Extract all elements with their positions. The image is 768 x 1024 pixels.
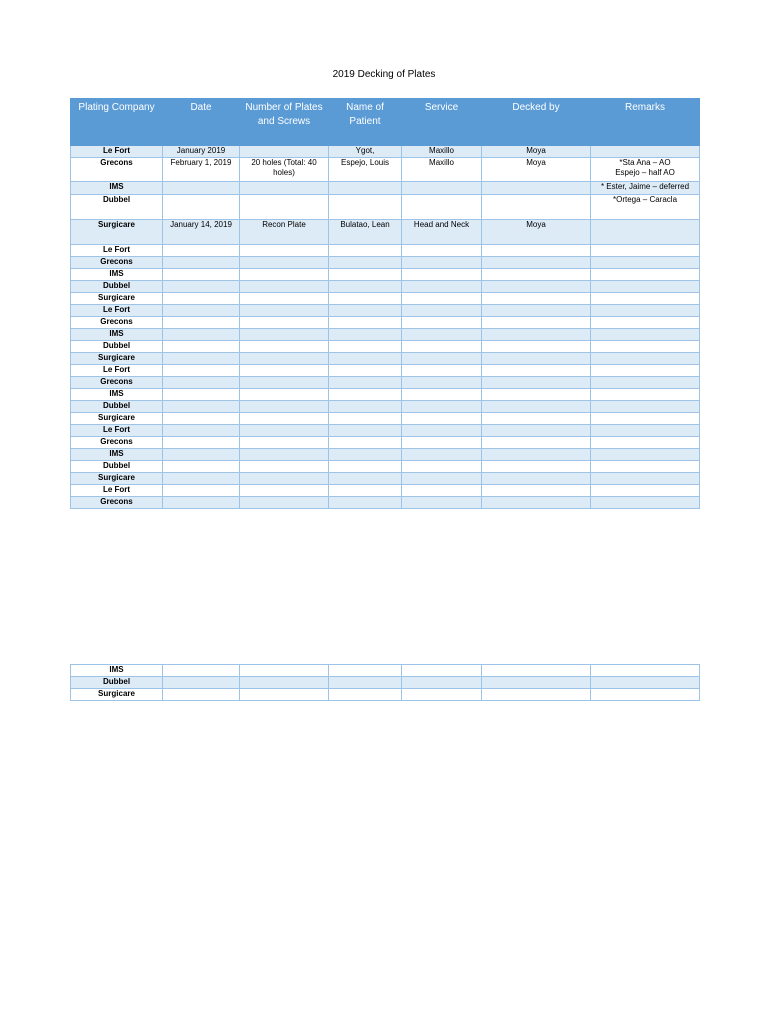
empty-cell bbox=[402, 401, 482, 413]
empty-cell bbox=[329, 413, 402, 425]
empty-cell bbox=[482, 353, 591, 365]
empty-cell bbox=[163, 449, 240, 461]
company-cell: Le Fort bbox=[71, 425, 163, 437]
service-cell bbox=[402, 195, 482, 220]
empty-cell bbox=[402, 317, 482, 329]
empty-cell bbox=[402, 377, 482, 389]
table-row bbox=[71, 245, 700, 257]
empty-cell bbox=[329, 689, 402, 701]
table-row bbox=[71, 473, 700, 485]
table-row bbox=[71, 665, 700, 677]
empty-cell bbox=[163, 317, 240, 329]
empty-cell bbox=[482, 329, 591, 341]
table-row bbox=[71, 437, 700, 449]
header-plating-company: Plating Company bbox=[71, 99, 163, 146]
empty-cell bbox=[482, 269, 591, 281]
empty-cell bbox=[163, 461, 240, 473]
table-row bbox=[71, 257, 700, 269]
empty-cell bbox=[163, 377, 240, 389]
empty-cell bbox=[482, 305, 591, 317]
empty-cell bbox=[482, 689, 591, 701]
empty-cell bbox=[591, 473, 700, 485]
empty-cell bbox=[163, 245, 240, 257]
empty-cell bbox=[240, 269, 329, 281]
empty-cell bbox=[402, 413, 482, 425]
header-decked-by: Decked by bbox=[482, 99, 591, 146]
company-cell: Surgicare bbox=[71, 293, 163, 305]
empty-cell bbox=[240, 281, 329, 293]
empty-cell bbox=[240, 245, 329, 257]
empty-cell bbox=[163, 485, 240, 497]
empty-cell bbox=[402, 473, 482, 485]
empty-cell bbox=[482, 293, 591, 305]
empty-cell bbox=[591, 341, 700, 353]
empty-cell bbox=[482, 677, 591, 689]
empty-cell bbox=[329, 293, 402, 305]
empty-cell bbox=[402, 365, 482, 377]
empty-cell bbox=[482, 377, 591, 389]
plates-cell: Recon Plate bbox=[240, 220, 329, 245]
empty-cell bbox=[240, 677, 329, 689]
empty-cell bbox=[591, 425, 700, 437]
service-cell bbox=[402, 182, 482, 195]
empty-cell bbox=[591, 485, 700, 497]
empty-cell bbox=[329, 377, 402, 389]
table-row bbox=[71, 353, 700, 365]
table-row bbox=[71, 220, 700, 245]
patient-cell bbox=[329, 182, 402, 195]
empty-cell bbox=[402, 341, 482, 353]
empty-cell bbox=[240, 377, 329, 389]
company-cell: Dubbel bbox=[71, 341, 163, 353]
empty-cell bbox=[402, 449, 482, 461]
empty-cell bbox=[329, 269, 402, 281]
company-cell: Le Fort bbox=[71, 305, 163, 317]
empty-cell bbox=[163, 473, 240, 485]
company-cell: Grecons bbox=[71, 317, 163, 329]
empty-cell bbox=[482, 341, 591, 353]
empty-cell bbox=[402, 281, 482, 293]
company-cell: IMS bbox=[71, 329, 163, 341]
empty-cell bbox=[240, 305, 329, 317]
empty-cell bbox=[240, 485, 329, 497]
service-cell: Head and Neck bbox=[402, 220, 482, 245]
empty-cell bbox=[402, 257, 482, 269]
empty-cell bbox=[329, 341, 402, 353]
company-cell: Dubbel bbox=[71, 195, 163, 220]
empty-cell bbox=[402, 485, 482, 497]
company-cell: Surgicare bbox=[71, 473, 163, 485]
header-name-of-patient: Name of Patient bbox=[329, 99, 402, 146]
empty-cell bbox=[482, 425, 591, 437]
company-cell: Dubbel bbox=[71, 281, 163, 293]
empty-cell bbox=[482, 437, 591, 449]
table-row bbox=[71, 677, 700, 689]
empty-cell bbox=[402, 461, 482, 473]
empty-cell bbox=[240, 401, 329, 413]
table-row bbox=[71, 365, 700, 377]
empty-cell bbox=[482, 317, 591, 329]
empty-cell bbox=[482, 245, 591, 257]
empty-cell bbox=[482, 365, 591, 377]
empty-cell bbox=[163, 281, 240, 293]
empty-cell bbox=[402, 665, 482, 677]
empty-cell bbox=[591, 677, 700, 689]
date-cell bbox=[163, 182, 240, 195]
service-cell: Maxillo bbox=[402, 146, 482, 158]
empty-cell bbox=[402, 269, 482, 281]
decked-by-cell bbox=[482, 195, 591, 220]
empty-cell bbox=[591, 365, 700, 377]
table-row bbox=[71, 146, 700, 158]
empty-cell bbox=[329, 365, 402, 377]
remarks-cell: * Ester, Jaime – deferred bbox=[591, 182, 700, 195]
table-row bbox=[71, 377, 700, 389]
decked-by-cell: Moya bbox=[482, 158, 591, 182]
remarks-cell bbox=[591, 220, 700, 245]
empty-cell bbox=[163, 269, 240, 281]
company-cell: Le Fort bbox=[71, 245, 163, 257]
empty-cell bbox=[591, 389, 700, 401]
company-cell: Le Fort bbox=[71, 365, 163, 377]
empty-cell bbox=[240, 329, 329, 341]
table-row bbox=[71, 305, 700, 317]
patient-cell: Ygot, bbox=[329, 146, 402, 158]
header-remarks: Remarks bbox=[591, 99, 700, 146]
company-cell: Grecons bbox=[71, 497, 163, 509]
empty-cell bbox=[329, 497, 402, 509]
empty-cell bbox=[163, 365, 240, 377]
empty-cell bbox=[482, 401, 591, 413]
empty-cell bbox=[591, 317, 700, 329]
decking-table bbox=[70, 98, 700, 509]
patient-cell: Espejo, Louis bbox=[329, 158, 402, 182]
plates-cell bbox=[240, 182, 329, 195]
decked-by-cell: Moya bbox=[482, 146, 591, 158]
empty-cell bbox=[482, 449, 591, 461]
empty-cell bbox=[240, 449, 329, 461]
empty-cell bbox=[591, 413, 700, 425]
empty-cell bbox=[329, 401, 402, 413]
empty-cell bbox=[163, 293, 240, 305]
empty-cell bbox=[163, 689, 240, 701]
empty-cell bbox=[329, 437, 402, 449]
empty-cell bbox=[240, 497, 329, 509]
empty-cell bbox=[402, 389, 482, 401]
empty-cell bbox=[163, 425, 240, 437]
date-cell: February 1, 2019 bbox=[163, 158, 240, 182]
patient-cell bbox=[329, 195, 402, 220]
empty-cell bbox=[329, 389, 402, 401]
empty-cell bbox=[482, 389, 591, 401]
empty-cell bbox=[329, 425, 402, 437]
plates-cell: 20 holes (Total: 40 holes) bbox=[240, 158, 329, 182]
date-cell: January 14, 2019 bbox=[163, 220, 240, 245]
empty-cell bbox=[402, 497, 482, 509]
company-cell: Dubbel bbox=[71, 677, 163, 689]
header-date: Date bbox=[163, 99, 240, 146]
empty-cell bbox=[240, 317, 329, 329]
empty-cell bbox=[240, 365, 329, 377]
empty-cell bbox=[482, 473, 591, 485]
date-cell: January 2019 bbox=[163, 146, 240, 158]
empty-cell bbox=[240, 461, 329, 473]
remarks-line: *Sta Ana – AO bbox=[619, 158, 671, 167]
empty-cell bbox=[402, 437, 482, 449]
header-row bbox=[71, 99, 700, 146]
empty-cell bbox=[482, 665, 591, 677]
empty-cell bbox=[591, 269, 700, 281]
table-row bbox=[71, 461, 700, 473]
empty-cell bbox=[163, 341, 240, 353]
empty-cell bbox=[329, 473, 402, 485]
empty-cell bbox=[402, 245, 482, 257]
empty-cell bbox=[240, 293, 329, 305]
company-cell: Grecons bbox=[71, 158, 163, 182]
empty-cell bbox=[591, 329, 700, 341]
table-row bbox=[71, 281, 700, 293]
remarks-cell bbox=[591, 158, 700, 182]
empty-cell bbox=[329, 305, 402, 317]
company-cell: IMS bbox=[71, 182, 163, 195]
empty-cell bbox=[163, 401, 240, 413]
decked-by-cell bbox=[482, 182, 591, 195]
empty-cell bbox=[240, 389, 329, 401]
empty-cell bbox=[329, 245, 402, 257]
empty-cell bbox=[163, 665, 240, 677]
empty-cell bbox=[240, 689, 329, 701]
table-row bbox=[71, 182, 700, 195]
empty-cell bbox=[240, 353, 329, 365]
empty-cell bbox=[482, 257, 591, 269]
table-row bbox=[71, 485, 700, 497]
remarks-cell bbox=[591, 146, 700, 158]
decking-table-continued bbox=[70, 664, 700, 701]
table-row bbox=[71, 317, 700, 329]
empty-cell bbox=[240, 437, 329, 449]
remarks-cell: *Ortega – Caracla bbox=[591, 195, 700, 220]
empty-cell bbox=[240, 473, 329, 485]
empty-cell bbox=[329, 677, 402, 689]
empty-cell bbox=[402, 353, 482, 365]
empty-cell bbox=[163, 497, 240, 509]
empty-cell bbox=[402, 305, 482, 317]
company-cell: Surgicare bbox=[71, 689, 163, 701]
table-row bbox=[71, 293, 700, 305]
table-row bbox=[71, 425, 700, 437]
company-cell: Grecons bbox=[71, 377, 163, 389]
empty-cell bbox=[402, 329, 482, 341]
empty-cell bbox=[591, 305, 700, 317]
plates-cell bbox=[240, 195, 329, 220]
empty-cell bbox=[591, 461, 700, 473]
table-row bbox=[71, 413, 700, 425]
empty-cell bbox=[482, 281, 591, 293]
empty-cell bbox=[163, 389, 240, 401]
empty-cell bbox=[329, 353, 402, 365]
company-cell: Le Fort bbox=[71, 146, 163, 158]
empty-cell bbox=[240, 341, 329, 353]
company-cell: IMS bbox=[71, 449, 163, 461]
patient-cell: Bulatao, Lean bbox=[329, 220, 402, 245]
empty-cell bbox=[591, 281, 700, 293]
service-cell: Maxillo bbox=[402, 158, 482, 182]
empty-cell bbox=[329, 485, 402, 497]
empty-cell bbox=[240, 257, 329, 269]
company-cell: Surgicare bbox=[71, 353, 163, 365]
remarks-line: Espejo – half AO bbox=[615, 168, 675, 177]
company-cell: Dubbel bbox=[71, 401, 163, 413]
plates-cell bbox=[240, 146, 329, 158]
empty-cell bbox=[591, 449, 700, 461]
empty-cell bbox=[591, 293, 700, 305]
empty-cell bbox=[163, 257, 240, 269]
table-row bbox=[71, 269, 700, 281]
company-cell: Surgicare bbox=[71, 220, 163, 245]
table-row bbox=[71, 497, 700, 509]
empty-cell bbox=[329, 317, 402, 329]
empty-cell bbox=[402, 425, 482, 437]
table-row bbox=[71, 449, 700, 461]
document-title: 2019 Decking of Plates bbox=[332, 69, 436, 80]
table-row bbox=[71, 689, 700, 701]
company-cell: IMS bbox=[71, 389, 163, 401]
empty-cell bbox=[240, 413, 329, 425]
company-cell: Le Fort bbox=[71, 485, 163, 497]
company-cell: Dubbel bbox=[71, 461, 163, 473]
company-cell: IMS bbox=[71, 665, 163, 677]
header-number-of-plates: Number of Plates and Screws bbox=[240, 99, 329, 146]
table-row bbox=[71, 158, 700, 182]
empty-cell bbox=[163, 305, 240, 317]
table-row bbox=[71, 389, 700, 401]
empty-cell bbox=[240, 425, 329, 437]
empty-cell bbox=[163, 353, 240, 365]
empty-cell bbox=[591, 689, 700, 701]
empty-cell bbox=[402, 689, 482, 701]
decked-by-cell: Moya bbox=[482, 220, 591, 245]
empty-cell bbox=[329, 281, 402, 293]
table-row bbox=[71, 329, 700, 341]
company-cell: Surgicare bbox=[71, 413, 163, 425]
table-row bbox=[71, 195, 700, 220]
empty-cell bbox=[482, 485, 591, 497]
empty-cell bbox=[591, 257, 700, 269]
table-row bbox=[71, 401, 700, 413]
empty-cell bbox=[402, 677, 482, 689]
empty-cell bbox=[329, 461, 402, 473]
empty-cell bbox=[482, 461, 591, 473]
table-row bbox=[71, 341, 700, 353]
company-cell: Grecons bbox=[71, 437, 163, 449]
empty-cell bbox=[329, 665, 402, 677]
empty-cell bbox=[163, 437, 240, 449]
empty-cell bbox=[402, 293, 482, 305]
header-service: Service bbox=[402, 99, 482, 146]
empty-cell bbox=[482, 413, 591, 425]
empty-cell bbox=[163, 329, 240, 341]
empty-cell bbox=[163, 677, 240, 689]
company-cell: Grecons bbox=[71, 257, 163, 269]
empty-cell bbox=[329, 449, 402, 461]
empty-cell bbox=[591, 353, 700, 365]
empty-cell bbox=[591, 401, 700, 413]
empty-cell bbox=[329, 329, 402, 341]
empty-cell bbox=[240, 665, 329, 677]
empty-cell bbox=[591, 665, 700, 677]
empty-cell bbox=[591, 245, 700, 257]
company-cell: IMS bbox=[71, 269, 163, 281]
empty-cell bbox=[591, 497, 700, 509]
empty-cell bbox=[591, 377, 700, 389]
date-cell bbox=[163, 195, 240, 220]
empty-cell bbox=[163, 413, 240, 425]
empty-cell bbox=[591, 437, 700, 449]
empty-cell bbox=[329, 257, 402, 269]
empty-cell bbox=[482, 497, 591, 509]
